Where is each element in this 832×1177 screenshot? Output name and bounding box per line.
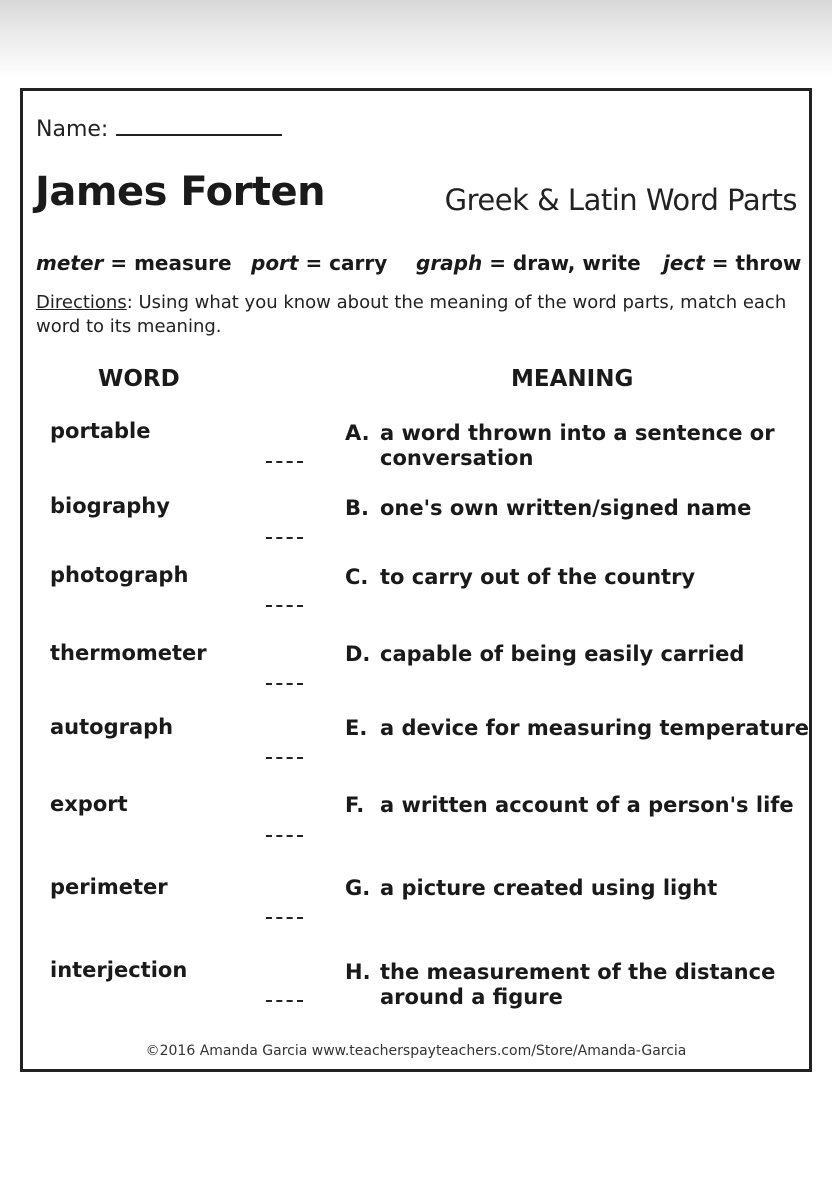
meaning-a-line-1: a word thrown into a sentence or <box>380 421 775 445</box>
meaning-b: one's own written/signed name <box>380 496 752 520</box>
answer-blank-6[interactable] <box>266 835 303 837</box>
directions-text: : Using what you know about the meaning of the word parts, match each word to its meaning. <box>36 292 787 337</box>
meaning-letter-e: E. <box>345 716 368 740</box>
meaning-e: a device for measuring temperature <box>380 716 810 740</box>
worksheet-title: James Forten <box>35 169 326 215</box>
meaning-h-line-1: the measurement of the distance <box>380 960 776 984</box>
directions-label: Directions <box>36 292 127 313</box>
meaning-letter-a: A. <box>345 421 370 445</box>
answer-blank-5[interactable] <box>266 757 303 759</box>
word-photograph: photograph <box>50 563 189 587</box>
meaning-letter-b: B. <box>345 496 369 520</box>
word-portable: portable <box>50 419 151 443</box>
worksheet-subtitle: Greek & Latin Word Parts <box>444 183 797 217</box>
answer-blank-4[interactable] <box>266 683 303 685</box>
meaning-h-line-2: around a figure <box>380 985 563 1009</box>
word-interjection: interjection <box>50 958 188 982</box>
meaning-f: a written account of a person's life <box>380 793 794 817</box>
meaning-a-line-2: conversation <box>380 446 534 470</box>
meaning-letter-d: D. <box>345 642 371 666</box>
column-header-meaning: MEANING <box>511 366 634 392</box>
meaning-g: a picture created using light <box>380 876 718 900</box>
scan-shadow <box>0 0 832 80</box>
word-part-port: port = carry <box>251 251 388 275</box>
column-header-word: WORD <box>98 366 180 392</box>
answer-blank-3[interactable] <box>266 605 303 607</box>
name-label: Name: <box>36 117 109 142</box>
meaning-letter-f: F. <box>345 793 365 817</box>
word-biography: biography <box>50 494 170 518</box>
meaning-d: capable of being easily carried <box>380 642 745 666</box>
meaning-letter-c: C. <box>345 565 369 589</box>
meaning-letter-g: G. <box>345 876 371 900</box>
answer-blank-7[interactable] <box>266 917 303 919</box>
word-part-meter: meter = measure <box>36 251 232 275</box>
answer-blank-1[interactable] <box>266 461 303 463</box>
answer-blank-2[interactable] <box>266 537 303 539</box>
word-thermometer: thermometer <box>50 641 207 665</box>
copyright-footer: ©2016 Amanda Garcia www.teacherspayteachers.com/Store/Amanda-Garcia <box>145 1043 687 1059</box>
name-row <box>36 116 282 142</box>
word-perimeter: perimeter <box>50 875 168 899</box>
answer-blank-8[interactable] <box>266 1000 303 1002</box>
meaning-c: to carry out of the country <box>380 565 696 589</box>
word-part-graph: graph = draw, write <box>416 251 641 275</box>
name-blank-line[interactable] <box>116 116 282 136</box>
word-export: export <box>50 792 128 816</box>
worksheet <box>20 88 812 1072</box>
directions <box>36 291 796 339</box>
word-part-ject: ject = throw <box>663 251 802 275</box>
word-autograph: autograph <box>50 715 174 739</box>
meaning-letter-h: H. <box>345 960 371 984</box>
